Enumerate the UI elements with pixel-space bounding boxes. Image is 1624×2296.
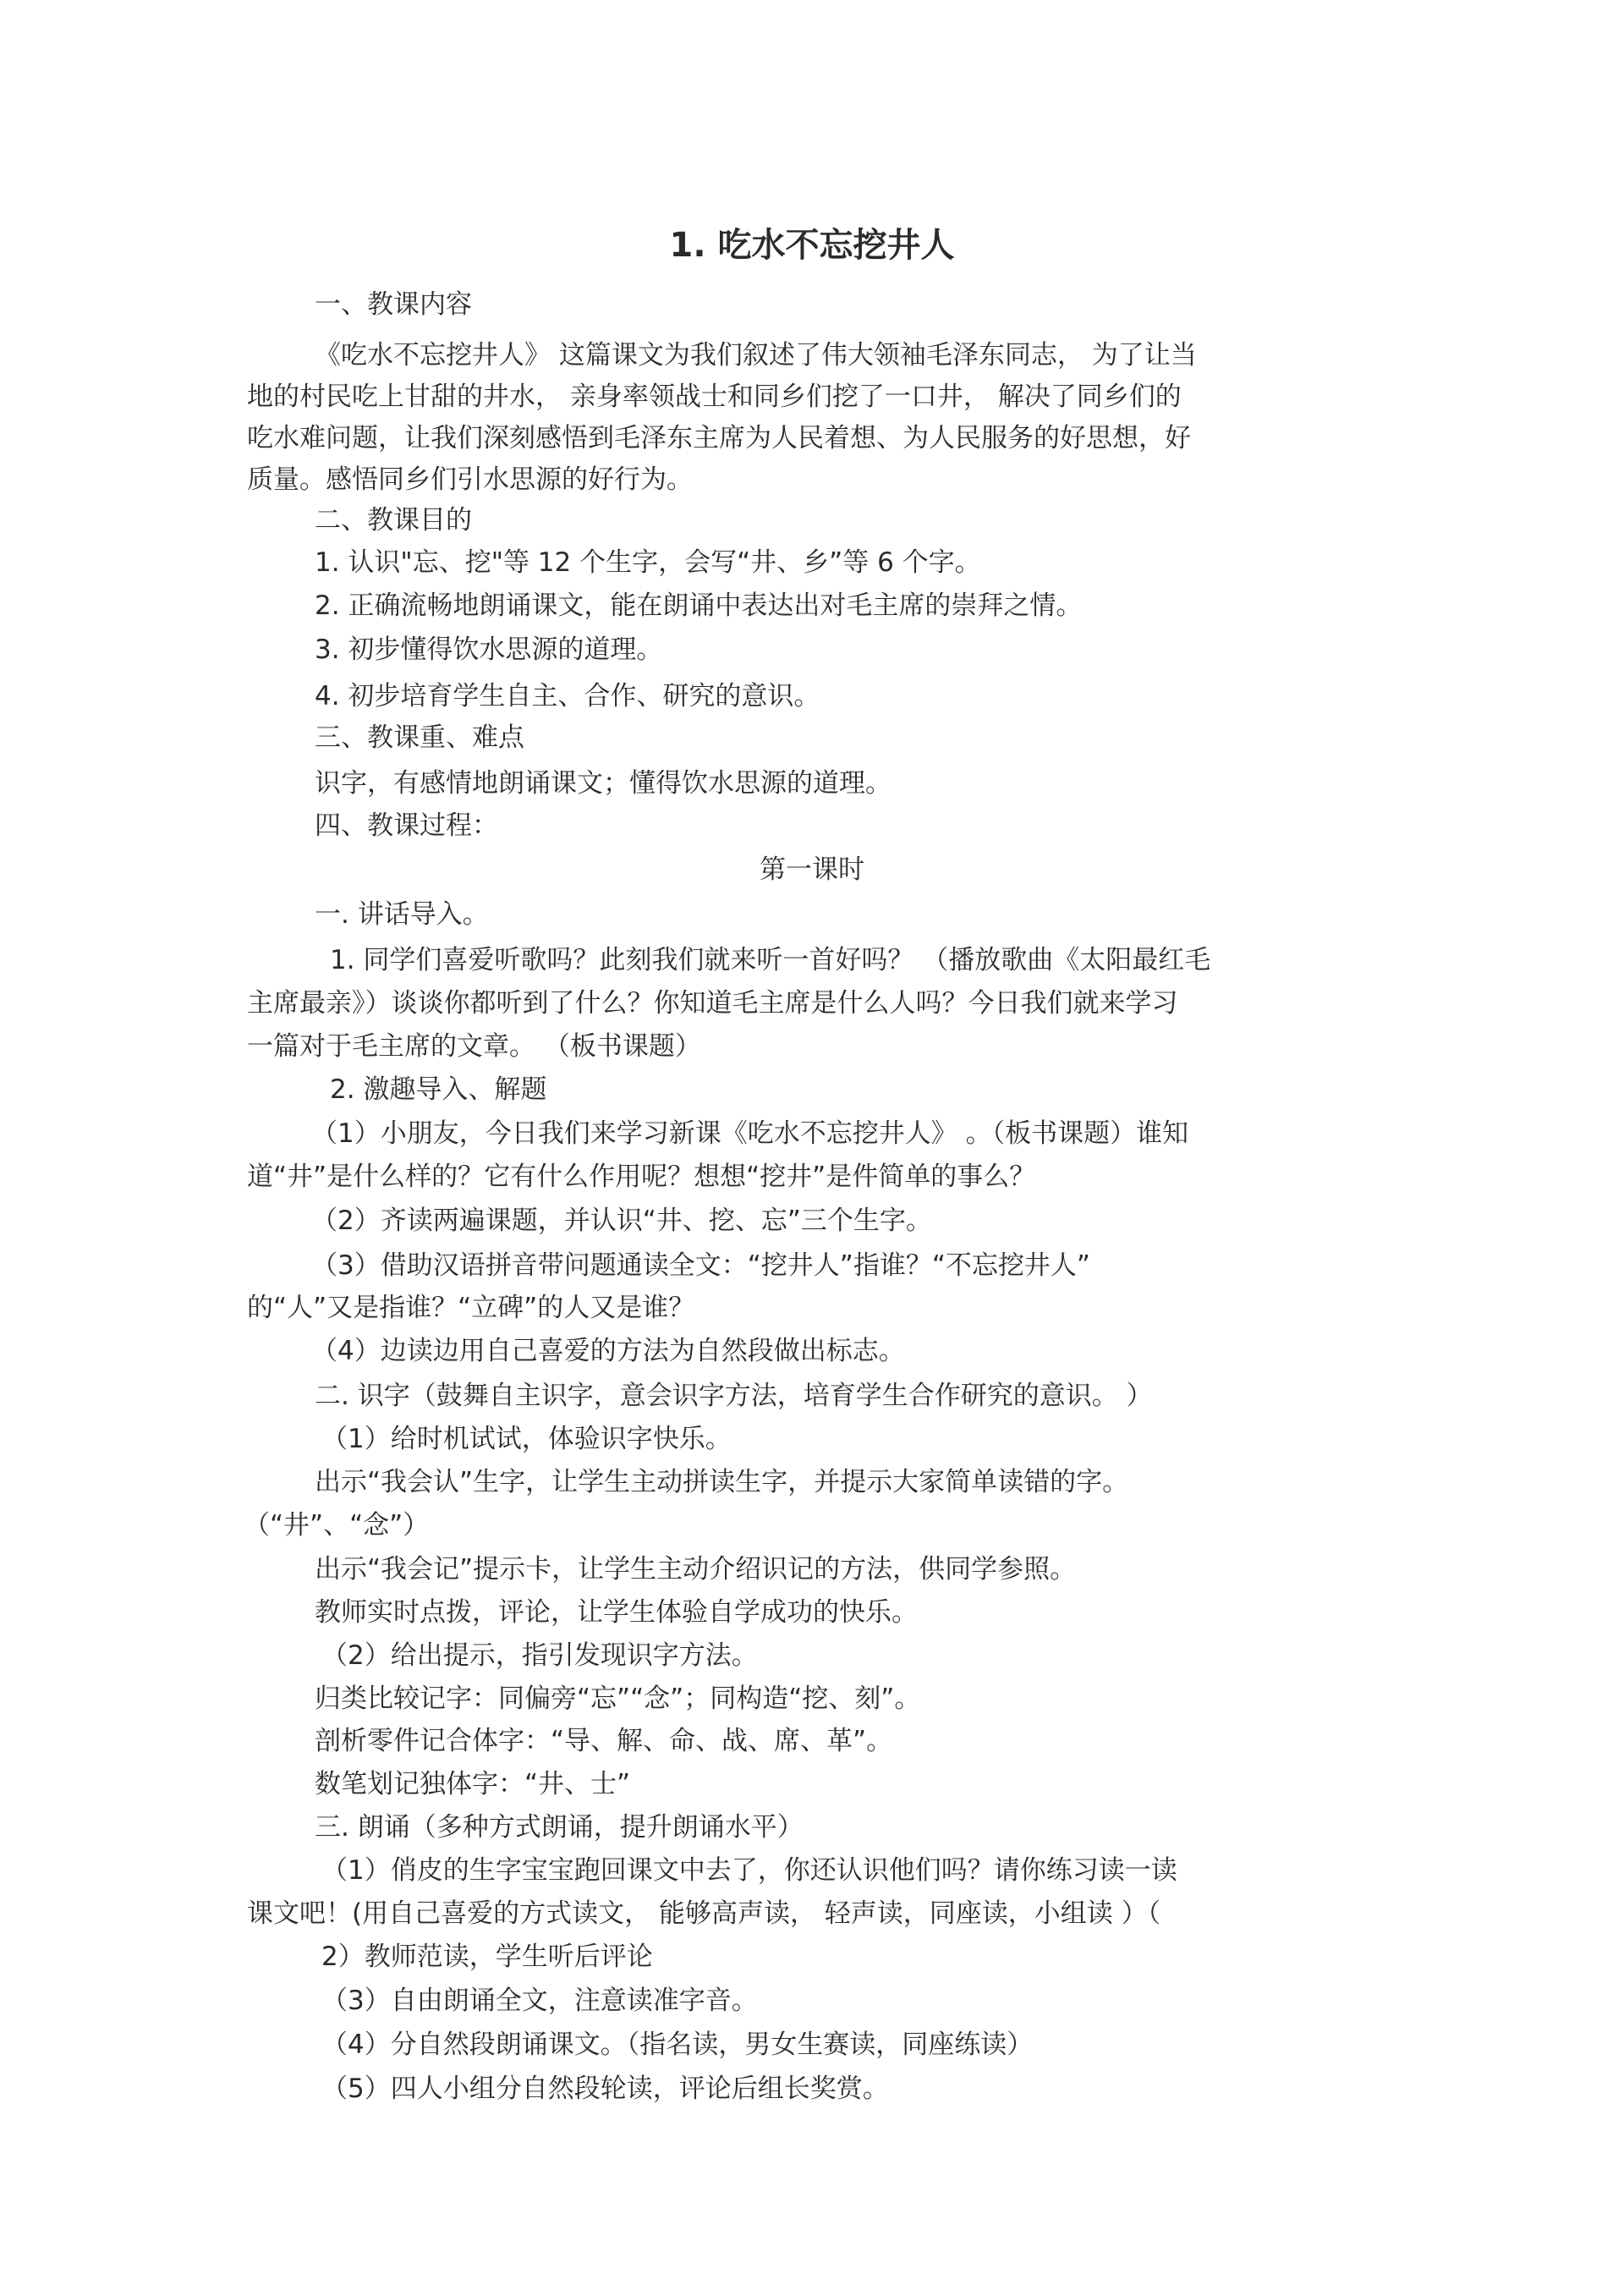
- paragraph-line: （3）借助汉语拼音带问题通读全文：“挖井人”指谁？“不忘挖井人”: [311, 1250, 1090, 1281]
- paragraph-line: 1. 同学们喜爱听歌吗？此刻我们就来听一首好吗？ （播放歌曲《太阳最红毛: [330, 945, 1211, 975]
- paragraph-line: （5）四人小组分自然段轮读，评论后组长奖赏。: [321, 2074, 889, 2104]
- section-heading: 四、教课过程：: [315, 810, 498, 841]
- paragraph-line: 出示“我会认”生字，让学生主动拼读生字，并提示大家简单读错的字。: [315, 1467, 1129, 1497]
- paragraph-line: 的“人”又是指谁？“立碑”的人又是谁？: [247, 1293, 695, 1323]
- lesson-period-heading: 第一课时: [760, 854, 864, 885]
- list-item: 1. 认识"忘、挖"等 12 个生字，会写“井、乡”等 6 个字。: [315, 547, 981, 578]
- subsection-heading: 一. 讲话导入。: [315, 899, 489, 930]
- paragraph-line: （“井”、“念”）: [244, 1510, 430, 1541]
- paragraph-line: 数笔划记独体字：“井、士”: [315, 1769, 631, 1799]
- paragraph-line: 一篇对于毛主席的文章。 （板书课题）: [247, 1031, 701, 1062]
- list-item: 3. 初步懂得饮水思源的道理。: [315, 634, 663, 665]
- paragraph-line: （2）给出提示，指引发现识字方法。: [321, 1640, 758, 1671]
- paragraph-line: 剖析零件记合体字：“导、解、命、战、席、革”。: [315, 1726, 893, 1756]
- paragraph-line: （1）俏皮的生字宝宝跑回课文中去了，你还认识他们吗？请你练习读一读: [321, 1855, 1177, 1886]
- subsection-heading: 三. 朗诵（多种方式朗诵，提升朗诵水平）: [315, 1812, 804, 1843]
- section-heading: 一、教课内容: [315, 289, 472, 320]
- paragraph-line: 《吃水不忘挖井人》 这篇课文为我们叙述了伟大领袖毛泽东同志， 为了让当: [315, 340, 1197, 371]
- paragraph-line: 出示“我会记”提示卡，让学生主动介绍识记的方法，供同学参照。: [315, 1554, 1077, 1585]
- section-heading: 三、教课重、难点: [315, 722, 524, 753]
- paragraph-line: 主席最亲》）谈谈你都听到了什么？你知道毛主席是什么人吗？今日我们就来学习: [247, 988, 1178, 1019]
- list-item: 2. 正确流畅地朗诵课文，能在朗诵中表达出对毛主席的崇拜之情。: [315, 590, 1083, 621]
- paragraph-line: 教师实时点拨，评论，让学生体验自学成功的快乐。: [315, 1597, 918, 1628]
- paragraph-line: （1）给时机试试，体验识字快乐。: [321, 1424, 732, 1454]
- paragraph-line: 质量。感悟同乡们引水思源的好行为。: [247, 464, 693, 495]
- paragraph-line: 识字，有感情地朗诵课文；懂得饮水思源的道理。: [315, 768, 892, 799]
- list-item: 4. 初步培育学生自主、合作、研究的意识。: [315, 681, 820, 711]
- paragraph-line: 吃水难问题，让我们深刻感悟到毛泽东主席为人民着想、为人民服务的好思想，好: [247, 423, 1191, 453]
- subsection-heading: 二. 识字（鼓舞自主识字，意会识字方法，培育学生合作研究的意识。 ）: [315, 1381, 1153, 1411]
- paragraph-line: （2）齐读两遍课题，并认识“井、挖、忘”三个生字。: [311, 1206, 932, 1236]
- paragraph-line: （4）分自然段朗诵课文。（指名读，男女生赛读，同座练读）: [321, 2030, 1034, 2060]
- paragraph-line: 2）教师范读，学生听后评论: [321, 1942, 653, 1972]
- paragraph-line: 2. 激趣导入、解题: [330, 1074, 547, 1105]
- paragraph-line: （1）小朋友，今日我们来学习新课《吃水不忘挖井人》 。（板书课题）谁知: [311, 1118, 1189, 1149]
- paragraph-line: （3）自由朗诵全文，注意读准字音。: [321, 1986, 758, 2016]
- paragraph-line: 课文吧！(用自己喜爱的方式读文， 能够高声读， 轻声读，同座读，小组读 ）（: [247, 1898, 1161, 1929]
- paragraph-line: 道“井”是什么样的？它有什么作用呢？想想“挖井”是件简单的事么？: [247, 1162, 1036, 1192]
- document-title: 1. 吃水不忘挖井人: [669, 226, 955, 265]
- paragraph-line: 归类比较记字：同偏旁“忘”“念”；同构造“挖、刻”。: [315, 1684, 921, 1714]
- paragraph-line: 地的村民吃上甘甜的井水， 亲身率领战士和同乡们挖了一口井， 解决了同乡们的: [247, 382, 1182, 412]
- section-heading: 二、教课目的: [315, 505, 472, 536]
- paragraph-line: （4）边读边用自己喜爱的方法为自然段做出标志。: [311, 1336, 905, 1366]
